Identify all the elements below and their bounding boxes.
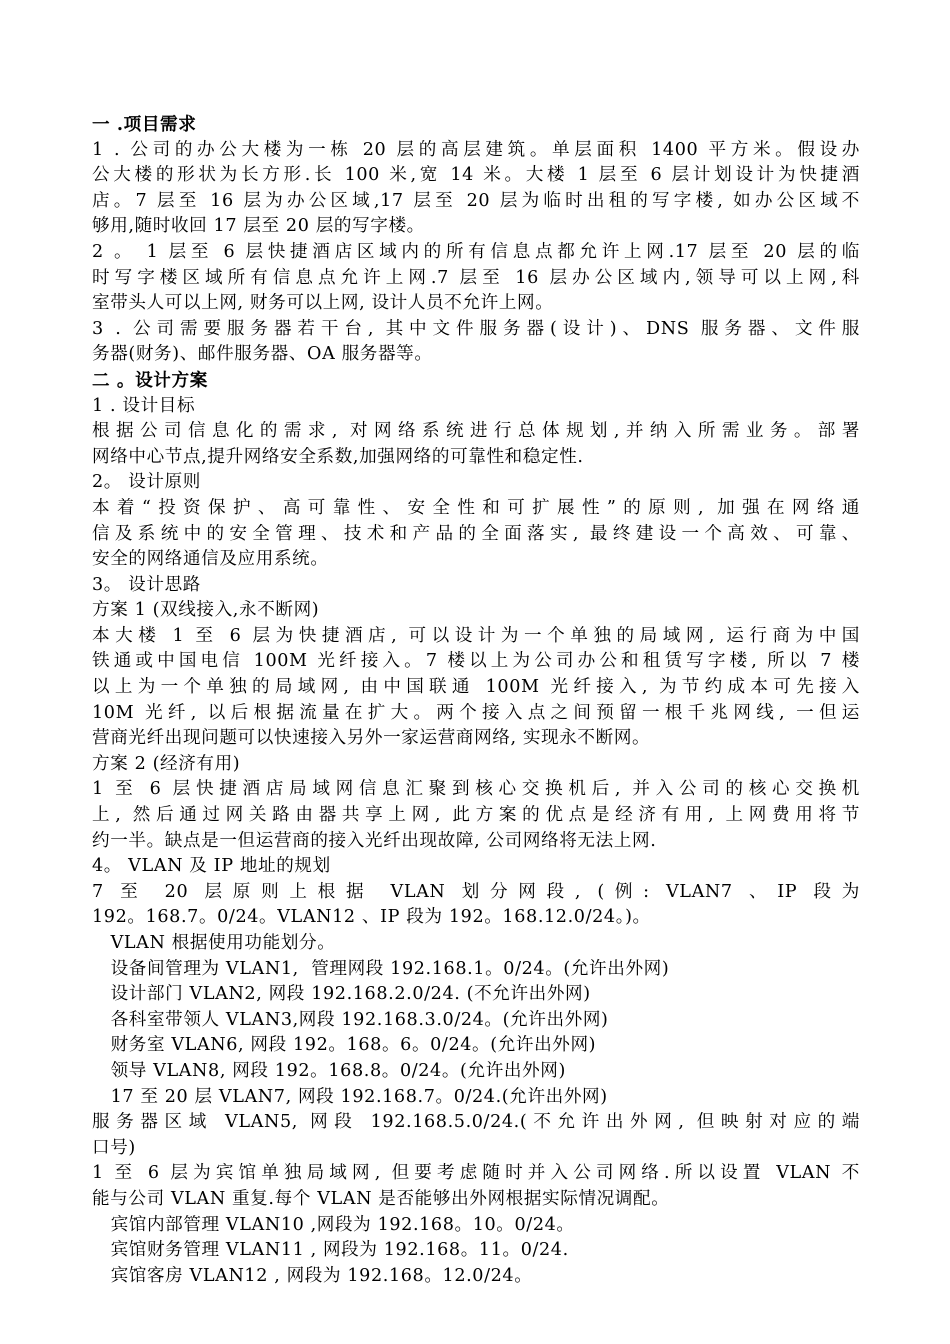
text-line: 约一半。缺点是一但运营商的接入光纤出现故障, 公司网络将无法上网. [92,830,657,851]
text-line: 信及系统中的安全管理、技术和产品的全面落实, 最终建设一个高效、可靠、 [92,523,860,544]
text-line: 7 至 20 层原则上根据 VLAN 划分网段, (例: VLAN7 、IP 段为 [92,881,860,902]
text-line: 室带头人可以上网, 财务可以上网, 设计人员不允许上网。 [92,293,554,314]
text-line: 17 至 20 层 VLAN7, 网段 192.168.7。0/24.(允许出外网) [92,1086,608,1107]
text-line: 务器(财务)、邮件服务器、OA 服务器等。 [92,344,433,365]
text-line: 以上为一个单独的局域网, 由中国联通 100M 光纤接入, 为节约成本可先接入 [92,677,860,698]
text-line: 各科室带领人 VLAN3,网段 192.168.3.0/24。(允许出外网) [92,1009,609,1030]
text-line: 宾馆内部管理 VLAN10 ,网段为 192.168。10。0/24。 [92,1214,575,1235]
text-line: 服务器区域 VLAN5, 网段 192.168.5.0/24.(不允许出外网, 但映射对应的端 [92,1112,860,1133]
text-line: 设计部门 VLAN2, 网段 192.168.2.0/24. (不允许出外网) [92,984,591,1005]
text-line: 方案 2 (经济有用) [92,753,241,774]
text-line: 10M 光纤, 以后根据流量在扩大。两个接入点之间预留一根千兆网线, 一但运 [92,702,860,723]
text-line: 安全的网络通信及应用系统。 [92,549,329,570]
text-line: 1 至 6 层为宾馆单独局域网, 但要考虑随时并入公司网络.所以设置 VLAN 不 [92,1163,860,1184]
text-line: 3。 设计思路 [92,574,201,595]
text-line: 宾馆财务管理 VLAN11 , 网段为 192.168。11。0/24. [92,1240,569,1261]
text-line: 根据公司信息化的需求, 对网络系统进行总体规划,并纳入所需业务。部署 [92,421,860,442]
text-line: 公大楼的形状为长方形.长 100 米,宽 14 米。大楼 1 层至 6 层计划设计为快捷酒 [92,165,860,186]
text-line: 能与公司 VLAN 重复.每个 VLAN 是否能够出外网根据实际情况调配。 [92,1188,670,1209]
text-line: 本大楼 1 至 6 层为快捷酒店, 可以设计为一个单独的局域网, 运行商为中国 [92,625,860,646]
text-line: 1 . 设计目标 [92,395,196,416]
text-line: 营商光纤出现问题可以快速接入另外一家运营商网络, 实现永不断网。 [92,728,651,749]
text-line: 够用,随时收回 17 层至 20 层的写字楼。 [92,216,425,237]
text-line: 店。7 层至 16 层为办公区域,17 层至 20 层为临时出租的写字楼, 如办公区域不 [92,190,860,211]
text-line: 2 。 1 层至 6 层快捷酒店区域内的所有信息点都允许上网.17 层至 20 层的临 [92,241,860,262]
text-line: 192。168.7。0/24。VLAN12 、IP 段为 192。168.12.0/24。)。 [92,907,651,928]
text-line: 上, 然后通过网关路由器共享上网, 此方案的优点是经济有用, 上网费用将节 [92,805,860,826]
text-line: 设备间管理为 VLAN1, 管理网段 192.168.1。0/24。(允许出外网) [92,958,670,979]
text-line: VLAN 根据使用功能划分。 [92,933,336,953]
text-line: 1 . 公司的办公大楼为一栋 20 层的高层建筑。单层面积 1400 平方米。假设办 [92,139,860,160]
text-line: 铁通或中国电信 100M 光纤接入。7 楼以上为公司办公和租赁写字楼, 所以 7 楼 [92,651,860,672]
text-line: 1 至 6 层快捷酒店局域网信息汇聚到核心交换机后, 并入公司的核心交换机 [92,779,860,800]
text-line: 口号) [92,1137,136,1158]
text-line: 本着“投资保护、高可靠性、安全性和可扩展性”的原则, 加强在网络通 [92,497,860,518]
section-heading: 一 .项目需求 [92,114,197,135]
text-line: 时写字楼区域所有信息点允许上网.7 层至 16 层办公区域内,领导可以上网,科 [92,267,860,288]
text-line: 3 . 公司需要服务器若干台, 其中文件服务器(设计)、DNS 服务器、文件服 [92,318,860,339]
text-line: 宾馆客房 VLAN12 , 网段为 192.168。12.0/24。 [92,1265,533,1286]
text-line: 网络中心节点,提升网络安全系数,加强网络的可靠性和稳定性. [92,446,584,467]
text-line: 领导 VLAN8, 网段 192。168.8。0/24。(允许出外网) [92,1060,566,1081]
section-heading: 二 。设计方案 [92,369,208,391]
text-line: 财务室 VLAN6, 网段 192。168。6。0/24。(允许出外网) [92,1035,597,1056]
text-line: 方案 1 (双线接入,永不断网) [92,600,320,621]
text-line: 4。 VLAN 及 IP 地址的规划 [92,856,331,877]
text-line: 2。 设计原则 [92,472,201,493]
